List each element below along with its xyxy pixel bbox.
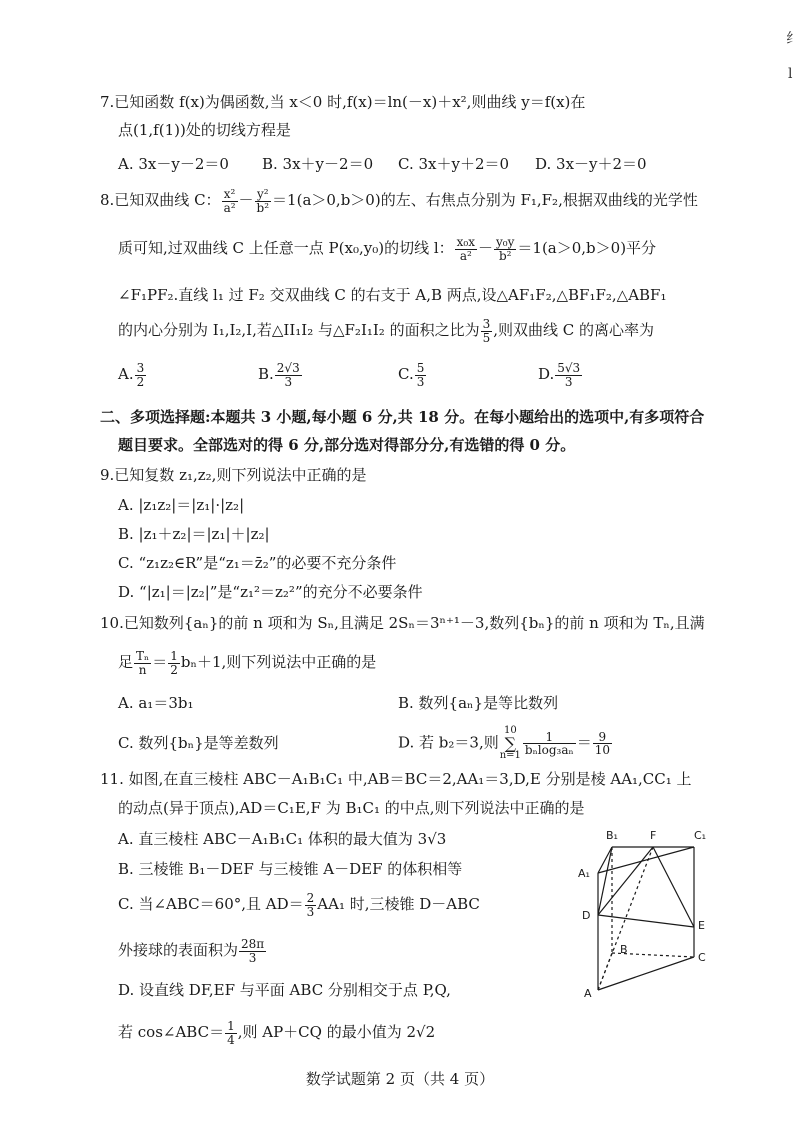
q10-line2-post: bₙ＋1,则下列说法中正确的是 <box>180 653 377 672</box>
fraction-denominator: 3 <box>306 904 315 919</box>
q7-line1: 7.已知函数 f(x)为偶函数,当 x＜0 时,f(x)＝ln(－x)＋x²,则曲线 y＝f(x)在 <box>100 93 586 111</box>
fraction <box>239 938 266 964</box>
label-f: F <box>650 829 657 842</box>
q10-line2-pre: 足 <box>118 653 134 672</box>
q10-option-c: C. 数列{bₙ}是等差数列 <box>118 734 279 752</box>
page-footer: 数学试题第 2 页（共 4 页） <box>305 1070 495 1088</box>
fraction <box>134 650 151 676</box>
q7-line2: 点(1,f(1))处的切线方程是 <box>118 121 291 139</box>
fraction-denominator: a² <box>459 248 472 263</box>
fraction <box>523 731 576 757</box>
q9-option-a: A. |z₁z₂|＝|z₁|·|z₂| <box>118 496 245 514</box>
fraction-denominator: 10 <box>594 743 610 758</box>
fraction <box>255 188 272 214</box>
q11-line2: 的动点(异于顶点),AD＝C₁E,F 为 B₁C₁ 的中点,则下列说法中正确的是 <box>118 799 585 817</box>
q8-line2: 质可知,过双曲线 C 上任意一点 P(x₀,y₀)的切线 l： $\frac{\text{x₀x}}{\text{a²}}$ － $\frac{\text{y₀y}}{\text{b²}}$ ＝1(a＞0,b＞0)平分 <box>118 235 657 263</box>
q8-line1-post: ＝1(a＞0,b＞0)的左、右焦点分别为 F₁,F₂,根据双曲线的光学性 <box>272 191 698 210</box>
fraction-numerator: 2√3 <box>276 361 300 375</box>
q7-option-b: B. 3x＋y－2＝0 <box>262 155 374 173</box>
q11-option-d2-post: ,则 AP＋CQ 的最小值为 2√2 <box>237 1023 436 1042</box>
q11-option-c-pre: C. 当∠ABC＝60°,且 AD＝ <box>118 895 304 914</box>
summation <box>500 726 521 761</box>
q9-option-c: C. “z₁z₂∈R”是“z₁＝z̄₂”的必要不充分条件 <box>118 554 397 572</box>
section2-line2: 题目要求。全部选对的得 6 分,部分选对得部分分,有选错的得 0 分。 <box>118 436 576 454</box>
fraction-numerator: 5√3 <box>557 361 581 375</box>
q10-option-d-pre: D. 若 b₂＝3,则 <box>398 733 499 752</box>
option-label: A. <box>118 365 134 384</box>
fraction-denominator: a² <box>223 200 236 215</box>
q10-option-d <box>398 726 613 761</box>
fraction <box>593 731 612 757</box>
margin-mark-mid: l <box>788 66 793 82</box>
sum-sign: ∑ <box>504 733 517 753</box>
q8-line4-post: ,则双曲线 C 的离心率为 <box>493 321 655 340</box>
fraction <box>135 362 147 388</box>
edge-ac <box>598 957 694 990</box>
q8-option-b <box>258 362 303 388</box>
option-label: B. <box>258 365 274 384</box>
fraction <box>481 318 493 344</box>
section2-line1: 二、多项选择题:本题共 3 小题,每小题 6 分,共 18 分。在每小题给出的选项中,有多项符合 <box>100 408 705 426</box>
fraction-denominator: 3 <box>248 950 257 965</box>
q11-line1: 11. 如图,在直三棱柱 ABC－A₁B₁C₁ 中,AB＝BC＝2,AA₁＝3,D,E 分别是棱 AA₁,CC₁ 上 <box>100 770 692 788</box>
fraction-denominator: b² <box>498 248 512 263</box>
fraction-numerator: 1 <box>170 649 178 663</box>
fraction <box>305 892 317 918</box>
fraction-denominator: bₙlog₃aₙ <box>524 743 574 758</box>
q8-line3: ∠F₁PF₂.直线 l₁ 过 F₂ 交双曲线 C 的右支于 A,B 两点,设△AF₁F₂,△BF₁F₂,△ABF₁ <box>118 286 667 304</box>
fraction <box>555 362 582 388</box>
segment-ef <box>653 847 694 927</box>
fraction-denominator: 4 <box>227 1032 235 1047</box>
q10-option-a: A. a₁＝3b₁ <box>118 694 194 712</box>
fraction <box>455 236 477 262</box>
sum-upper: 10 <box>503 725 517 736</box>
label-b: B <box>620 943 628 956</box>
label-d: D <box>582 909 591 922</box>
q8-line2-post: ＝1(a＞0,b＞0)平分 <box>517 239 657 258</box>
fraction-numerator: 3 <box>482 317 491 331</box>
q10-line1: 10.已知数列{aₙ}的前 n 项和为 Sₙ,且满足 2Sₙ＝3ⁿ⁺¹－3,数列{bₙ}的前 n 项和为 Tₙ,且满 <box>100 614 705 632</box>
prism-figure <box>570 825 720 1005</box>
label-b1: B₁ <box>606 829 618 842</box>
fraction <box>222 188 238 214</box>
fraction-denominator: 3 <box>284 374 293 389</box>
fraction-numerator: x² <box>222 188 238 202</box>
q8-option-a <box>118 362 147 388</box>
sum-lower: n=1 <box>499 749 521 761</box>
fraction-numerator: 28π <box>241 937 265 951</box>
fraction-numerator: 9 <box>593 731 612 745</box>
fraction-numerator: 5 <box>416 361 425 375</box>
label-c1: C₁ <box>694 829 707 842</box>
q8-line2-pre: 质可知,过双曲线 C 上任意一点 P(x₀,y₀)的切线 l： <box>118 239 454 258</box>
fraction-numerator: 2 <box>306 891 315 905</box>
fraction <box>275 362 302 388</box>
fraction-numerator: 1 <box>523 731 576 745</box>
q9-stem: 9.已知复数 z₁,z₂,则下列说法中正确的是 <box>100 466 367 484</box>
q11-option-d: D. 设直线 DF,EF 与平面 ABC 分别相交于点 P,Q, <box>118 981 451 999</box>
fraction-denominator: 2 <box>170 662 178 677</box>
fraction <box>494 236 516 262</box>
fraction-numerator: y₀y <box>496 235 515 249</box>
q11-option-c-cont <box>118 938 267 964</box>
q7-option-a: A. 3x－y－2＝0 <box>118 155 229 173</box>
q11-option-c2-pre: 外接球的表面积为 <box>118 941 239 960</box>
q8-option-d <box>538 362 583 388</box>
q11-option-b: B. 三棱锥 B₁－DEF 与三棱锥 A－DEF 的体积相等 <box>118 860 463 878</box>
label-e: E <box>698 919 705 932</box>
q7-option-d: D. 3x－y＋2＝0 <box>535 155 647 173</box>
fraction <box>415 362 427 388</box>
q8-line1-pre: 8.已知双曲线 C： <box>100 191 221 210</box>
fraction-numerator: 1 <box>227 1019 235 1033</box>
equals-sign: ＝ <box>576 733 592 752</box>
q11-option-a: A. 直三棱柱 ABC－A₁B₁C₁ 体积的最大值为 3√3 <box>118 830 447 848</box>
option-label: C. <box>398 365 414 384</box>
q8-line1: 8.已知双曲线 C： $\frac{\text{x²}}{\text{a²}}$ － $\frac{\text{y²}}{\text{b²}}$ ＝1(a＞0,b＞0)的左、右焦点分别为 F₁,F₂,根据双曲线的光学性 <box>100 187 698 215</box>
label-a1: A₁ <box>578 867 590 880</box>
margin-mark-top: 纟 <box>786 31 800 47</box>
fraction-denominator: 2 <box>136 374 145 389</box>
q11-option-d-cont <box>118 1020 435 1046</box>
segment-b1d <box>598 847 612 915</box>
q11-option-c <box>118 892 480 918</box>
q11-option-c-post: AA₁ 时,三棱锥 D－ABC <box>317 895 480 914</box>
fraction-denominator: b² <box>256 200 270 215</box>
fraction <box>225 1020 237 1046</box>
label-c: C <box>698 951 706 964</box>
q8-option-c <box>398 362 427 388</box>
fraction-numerator: Tₙ <box>136 649 150 663</box>
label-a: A <box>584 987 592 1000</box>
fraction-denominator: n <box>138 662 147 677</box>
q11-option-d2-pre: 若 cos∠ABC＝ <box>118 1023 225 1042</box>
fraction-numerator: 3 <box>136 361 145 375</box>
fraction-denominator: 3 <box>564 374 573 389</box>
equals-sign: ＝ <box>152 653 168 672</box>
fraction-denominator: 3 <box>416 374 425 389</box>
q10-line2 <box>118 650 376 676</box>
fraction-numerator: y² <box>255 188 272 202</box>
q8-line4 <box>118 318 654 344</box>
fraction-denominator: 5 <box>482 330 491 345</box>
fraction-numerator: x₀x <box>456 235 476 249</box>
q9-option-d: D. “|z₁|＝|z₂|”是“z₁²＝z₂²”的充分不必要条件 <box>118 583 423 601</box>
q7-option-c: C. 3x＋y＋2＝0 <box>398 155 510 173</box>
q10-option-b: B. 数列{aₙ}是等比数列 <box>398 694 559 712</box>
q8-line4-pre: 的内心分别为 I₁,I₂,I,若△II₁I₂ 与△F₂I₁I₂ 的面积之比为 <box>118 321 480 340</box>
fraction <box>168 650 180 676</box>
q9-option-b: B. |z₁＋z₂|＝|z₁|＋|z₂| <box>118 525 270 543</box>
option-label: D. <box>538 365 555 384</box>
